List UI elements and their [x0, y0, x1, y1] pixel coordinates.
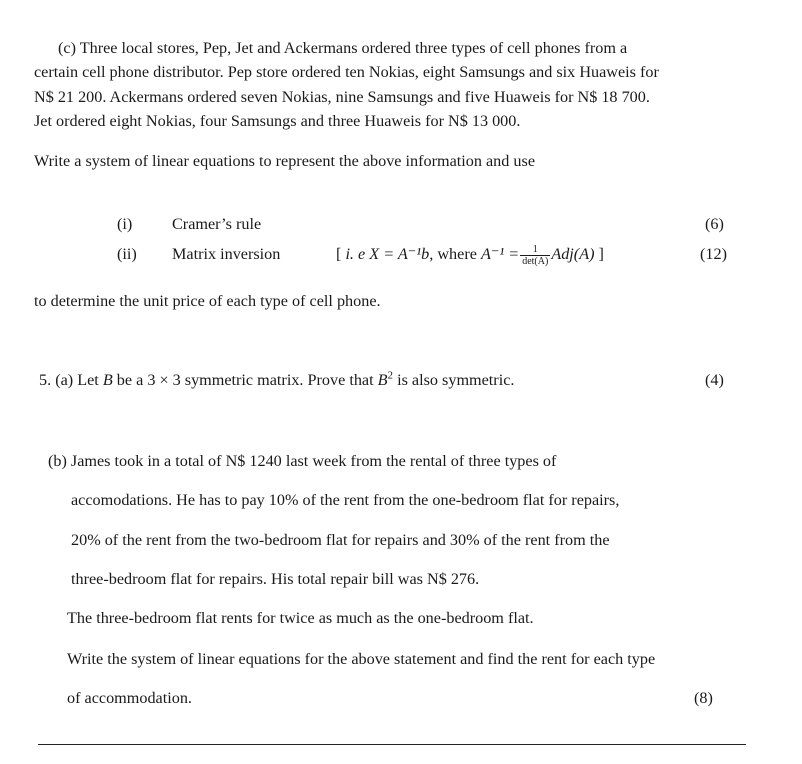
bottom-divider [38, 744, 746, 745]
q5b-line-1: (b) James took in a total of N$ 1240 last week from the rental of three types of [48, 452, 557, 470]
formula-adjugate: Adj(A) [551, 245, 595, 263]
formula-ie: i. e [345, 245, 366, 263]
q5b-line-2: accomodations. He has to pay 10% of the rent from the one-bedroom flat for repairs, [71, 491, 620, 509]
part-c-instruction: Write a system of linear equations to represent the above information and use [34, 152, 535, 170]
formula-where: where [437, 245, 477, 263]
item-ii-text: Matrix inversion [172, 245, 281, 263]
q5b-line-4: three-bedroom flat for repairs. His total repair bill was N$ 276. [71, 570, 480, 588]
part-c-line-2: certain cell phone distributor. Pep store ordered ten Nokias, eight Samsungs and six Huaweis for [34, 63, 659, 81]
part-c-line-4: Jet ordered eight Nokias, four Samsungs and three Huaweis for N$ 13 000. [34, 112, 521, 130]
formula-a-inverse: A⁻¹ = [480, 245, 520, 263]
item-ii-label: (ii) [117, 245, 137, 263]
part-c-conclusion: to determine the unit price of each type of cell phone. [34, 292, 381, 310]
q5a-matrix-b2: B [377, 371, 388, 389]
item-i-marks: (6) [705, 215, 724, 233]
q5a-statement [39, 370, 514, 390]
item-i-text: Cramer’s rule [172, 215, 262, 233]
q5a-prefix: 5. (a) Let [39, 371, 103, 389]
q5b-line-7: of accommodation. [67, 689, 192, 707]
q5a-marks: (4) [705, 371, 724, 389]
formula-equation: X = A⁻¹b, [369, 245, 434, 263]
q5a-mid: be a 3 × 3 symmetric matrix. Prove that [112, 371, 378, 389]
q5a-exponent: 2 [387, 369, 394, 382]
q5a-matrix-b: B [102, 371, 113, 389]
q5b-line-6: Write the system of linear equations for the above statement and find the rent for each type [67, 650, 656, 668]
item-ii-marks: (12) [700, 245, 727, 263]
fraction-denominator: det(A) [522, 255, 549, 267]
q5a-end: is also symmetric. [393, 371, 515, 389]
part-c-line-3: N$ 21 200. Ackermans ordered seven Nokias, nine Samsungs and five Huaweis for N$ 18 700. [34, 88, 650, 106]
q5b-line-3: 20% of the rent from the two-bedroom flat for repairs and 30% of the rent from the [71, 531, 610, 549]
matrix-inversion-formula [336, 239, 604, 269]
item-i-label: (i) [117, 215, 133, 233]
formula-close-bracket: ] [594, 245, 604, 263]
formula-open-bracket: [ [336, 245, 346, 263]
formula-fraction [520, 244, 550, 267]
q5b-line-5: The three-bedroom flat rents for twice as much as the one-bedroom flat. [67, 609, 534, 627]
part-c-line-1: (c) Three local stores, Pep, Jet and Ackermans ordered three types of cell phones from a [58, 39, 628, 57]
fraction-numerator: 1 [520, 244, 550, 256]
q5b-marks: (8) [694, 689, 713, 707]
